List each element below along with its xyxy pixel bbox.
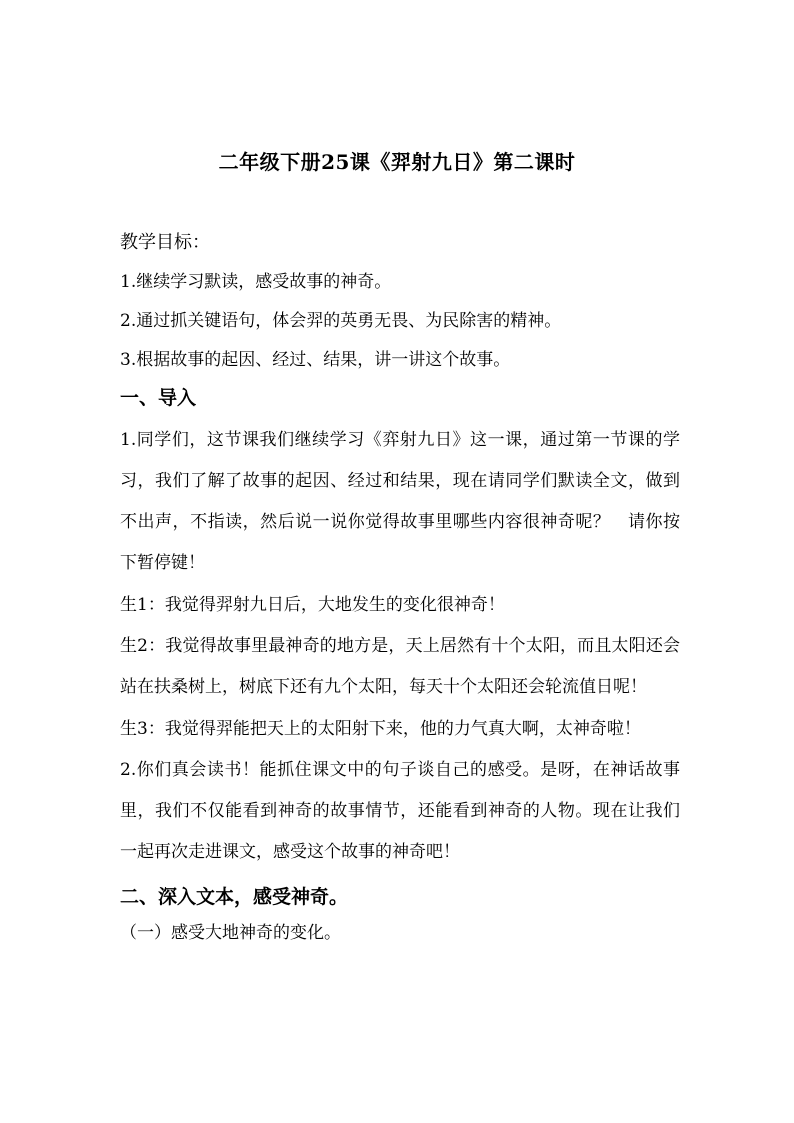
section-heading-intro: 一、导入 [120, 387, 197, 409]
subsection-heading-1: （一）感受大地神奇的变化。 [120, 923, 341, 943]
objectives-label: 教学目标： [120, 232, 210, 253]
student-answer-3: 生3：我觉得羿能把天上的太阳射下来，他的力气真大啊，太神奇啦！ [120, 719, 641, 739]
intro-paragraph-1: 1.同学们，这节课我们继续学习《弈射九日》这一课，通过第一节课的学习，我们了解了故事的起因、经过和结果，现在请同学们默读全文，做到不出声，不指读，然后说一说你觉得故事里哪些内容很神奇呢？ 请你按下暂停键！ [120, 430, 680, 573]
document-body [120, 229, 680, 947]
document-title: 二年级下册25课《羿射九日》第二课时 [218, 150, 576, 174]
section-heading-text: 二、深入文本，感受神奇。 [120, 886, 349, 908]
intro-paragraph-2: 2.你们真会读书！能抓住课文中的句子谈自己的感受。是呀，在神话故事里，我们不仅能看到神奇的故事情节，还能看到神奇的人物。现在让我们一起再次走进课文，感受这个故事的神奇吧！ [120, 760, 680, 862]
objective-item: 2.通过抓关键语句，体会羿的英勇无畏、为民除害的精神。 [120, 311, 562, 331]
student-answer-2: 生2：我觉得故事里最神奇的地方是，天上居然有十个太阳，而且太阳还会站在扶桑树上，树底下还有九个太阳，每天十个太阳还会轮流值日呢！ [120, 636, 680, 697]
objective-item: 3.根据故事的起因、经过、结果，讲一讲这个故事。 [120, 350, 511, 370]
objective-item: 1.继续学习默读，感受故事的神奇。 [120, 272, 392, 292]
student-answer-1: 生1：我觉得羿射九日后，大地发生的变化很神奇！ [120, 595, 505, 615]
